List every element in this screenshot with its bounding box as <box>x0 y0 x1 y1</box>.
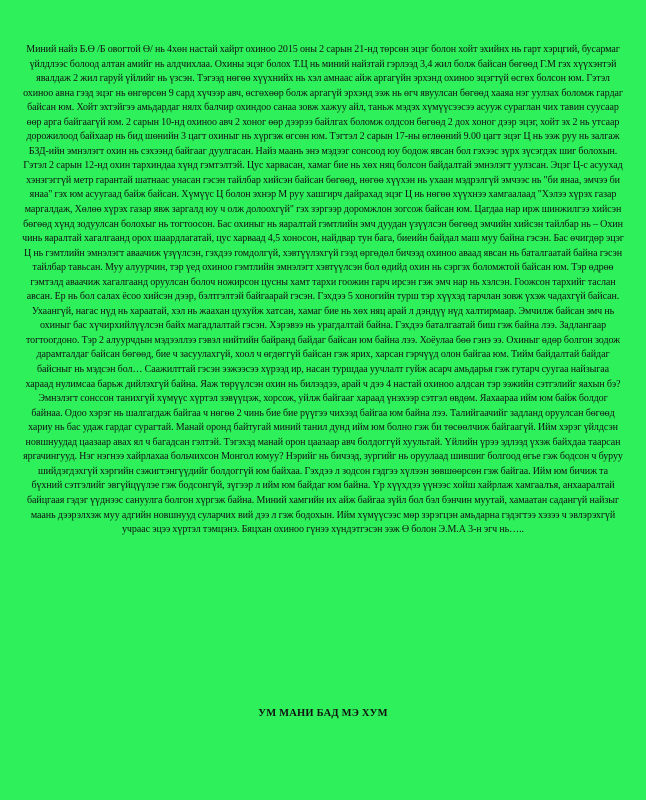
closing-mantra: УМ МАНИ БАД МЭ ХУМ <box>258 708 388 719</box>
story-paragraph: Миний найз Б.Ө /Б овогтой Ө/ нь 4хөн настай хайрт охиноо 2015 оны 2 сарын 21-нд төрсөн эцэг болон хойт эхийнх нь гарт хэрцгий, бусармаг үйлдлээс болоод алтан амийг нь алдчихлаа. Охины эцэг болох Т.Ц нь миний найзтай гэрлээд 3,4 жил болж байсан бөгөөд Г.М гэх хүүхэнтэй явалдаж 2 жил гаруй үйлийг нь үзсэн. Тэгээд нөгөө хүүхнийх нь хэл амнаас айж аргагүйн эрхэнд охиноо эцэгтүй өсгөх болсон юм. Гэтэл охиноо авна гээд эцэг нь өнгөрсөн 9 сард хүчээр авч, өсгөхөөр болж аргагүй эрхэнд ээж нь өгч явуулсан бөгөөд хааяа нэг уулзах боломж гардаг байсан юм. Хойт эхтэйгээ амьдардаг нялх балчир охиндоо санаа зовж хажуу айл, таньж мэдэх хүмүүсээсээ асууж сураглан чих тавин суусаар өөр арга байгаагүй юм. 2 сарын 10-нд охиноо авч 2 хоног өөр дээрээ байлгах боломж олдсон бөгөөд 2 дох хоног дээр эцэг, хойт эх 2 нь утсаар дорожилоод байхаар нь бид шөнийн 3 цагт охиныг нь хүргэж өгсөн юм. Тэгтэл 2 сарын 17-ны өглөөний 9.00 цагт эцэг Ц нь ээж руу нь залгаж БЗД-ийн эмнэлэгт охин нь сэхээнд байгааг дуулгасан. Найз маань энэ мэдээг сонсоод юу бодож явсан бол гэхээс зүрх зүсэгдэх шиг болохын. Гэтэл 2 сарын 12-нд охин тархиндаа хүнд гэмтэлтэй. Цус харвасан, хамаг бие нь хөх няц болсон байдалтай эмнэлэгт уулзсан. Эцэг Ц-с асуухад хэнэгэггүй метр гарантай шатнаас унасан гэсэн тайлбар хийсэн байсан бөгөөд, нөгөө хүүхэн нь ухаан мэдрэлгүй эмчээс нь "би янаа, эмчээ би янаа" гэх юм асуугаад байж байсан. Хүмүүс Ц болон эхнэр М руу хашгирч дайрахад эцэг Ц нь нөгөө хүүхнээ хамгаалаад "Хэлээ хүрэх газар маргалдаж, Хөлөө хүрэх газар явж заргалд юу ч олж долоохгүй" гэх зэргээр доромжлон зогсож байсан юм. Цагдаа нар ирж шинжилгээ хийсэн бөгөөд хүнд зодуулсан болохыг нь тогтоосон. Бас охиныг нь яаралтай гэмтлийн эмч дуудан үзүүлсэн бөгөөд эмчийн хийсэн тайлбар нь – Охин чинь яаралтай хагалгаанд орох шаардлагатай, цус харваад 4,5 хоносон, найдвар тун бага, биеийн байдал маш муу байна гэсэн. Бас өчигдөр эцэг Ц нь гэмтлийн эмнэлэгт аваачиж үзүүлсэн, гэхдээ гомдолгүй, хэвтүүлэхгүй гээд өргөдөл бичээд охиноо аваад явсан нь баталгаатай байна гэсэн тайлбар тавьсан. Муу алуурчин, тэр үед охиноо гэмтлийн эмнэлэгт хэвтүүлсэн бол өдийд охин нь сэргэх боломжтой байсан юм. Тэр өдрөө гэмтэлд аваачиж хагалгаанд оруулсан болоч ножирсон цусны хамт тархи гоожин гарч ирсэн гэж эмч нар нь хэлсэн. Гоожсон тархийг таслан авсан. Ер нь бол салах ёсоо хийсэн дээр, бэлтгэлтэй байгаарай гэсэн. Гэхдээ 5 хоногийн турш тэр хүүхэд тарчлан зовж үхэж чадахгүй байсан. Ухаангүй, нагас нүд нь хараатай, хэл нь жаахан цухуйж хатсан, хамаг бие нь хөх няц арай л дэндүү нүд халтирмаар. Эмчилж байсан эмч нь охиныг бас хүчирхийлүүлсэн байх магадлалтай гэсэн. Хэрэвээ нь урагдалтай байна. Гэхдээ баталгаатай биш гэж байна лээ. Задлангаар тогтоогдоно. Тэр 2 алуурчдын мэдээллээ гэвэл нийтийн байранд байдаг байсан юм байна лээ. Хоёулаа бөө гэнэ ээ. Охиныг өдөр болгон зодож дарамталдаг байсан бөгөөд, бие ч засуулахгүй, хоол ч өгдөггүй байсан гэж ярих, харсан гэрчүүд олон байгаа юм. Тийм байдалтай байдаг байсныг нь мэдсэн бол… Саажилттай гэсэн ээжээсээ хүрээд ир, насан туршдаа уучлалт гуйж асарч амьдарья гэж гутарч суугаа найзыгаа хараад нулимсаа барьж дийлэхгүй байна. Яаж төрүүлсэн охин нь билээдээ, арай ч дээ 4 настай охиноо алдсан тэр ээжийн сэтгэлийг яахын бэ? Эмнэлэгт сонссон танихгүй хүмүүс хүртэл зэвүүцэж, хорсож, уйлж байгааг хараад үнэхээр сэтгэл өвдөм. Яахаараа ийм юм байж болдог байнаа. Одоо хэрэг нь шалгагдаж байгаа ч нөгөө 2 чинь бие бие рүүгээ чихээд байгаа юм байна лээ. Талийгаачийг задланд оруулсан бөгөөд хариу нь бас удаж гардаг сурагтай. Манай оронд байтугай миний танил дунд ийм юм болно гэж би төсөөлчиж байгаагүй. Ийм хэрэг үйлдсэн новшнуудад цаазаар авах ял ч багадсан гэлтэй. Тэгэхэд манай орон цаазаар авч болдоггүй хуультай. Үйлийн үрээ эдлээд үхэж байхдаа таарсан яргачингууд. Нэг нэгнээ хайрлахаа больчихсон Монгол юмуу? Нэрийг нь бичээд, зургийг нь оруулаад шившиг болгоод өгье гэж бодсон ч буруу шийдэгдэхгүй хэргийн сэжигтэнгүүдийг болдоггүй юм байхаа. Гэхдээ л зодсон гэдгээ хүлээн зөвшөөрсөн гэж байгаа. Ийм юм бичиж та бүхний сэтгэлийг эвгүйцүүлэе гэж бодсонгүй, зүгээр л ийм юм байдаг юм байна. Үр хүүхдээ үүнээс хойш хайрлаж хамгаалъя, анхааралтай байцгаая гэдэг үүднээс сануулга болгон хүргэж байна. Миний хамгийн их айж байгаа зүйл бол бэл бэнчин муутай, хамаатан садангүй найзыг маань дээрэлхэж муу адгийн новшнууд суларчих вий дээ л гэж бодохын. Ийм хүмүүсээс мөр зэрэгцэн амьдарна гэдэгтээ хэзээ ч эвлэрэхгүй учраас эцээ хүртэл тэмцэнэ. Бяцхан охиноо гүнээ хүндэтгэсэн ээж Ө болон Э.М.А 3-н эгч нь….. <box>22 44 624 536</box>
